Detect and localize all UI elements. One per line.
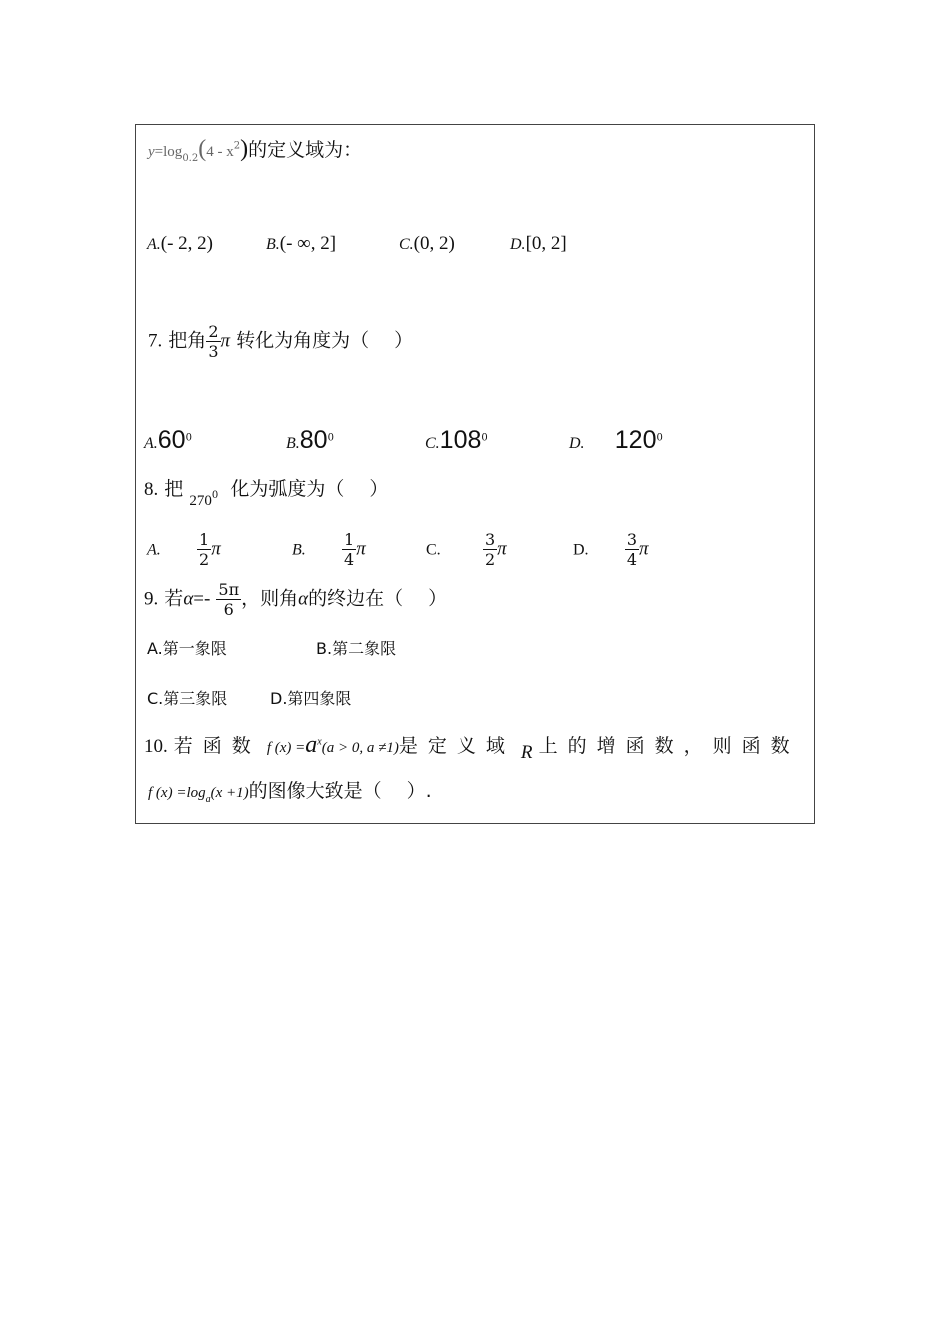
q7-option-c: C.108$^0$ xyxy=(425,426,488,454)
q9-option-a: A.第一象限 xyxy=(147,639,227,658)
q6-option-c: C.(0, 2) xyxy=(399,233,455,254)
q7-option-b: $B.80^0$ xyxy=(286,426,334,454)
q8-option-a: A. $\frac{1}{2}$ π xyxy=(147,530,221,570)
q6-formula-y: y xyxy=(148,144,155,160)
q8-option-c: C. $\frac{3}{2}$ π xyxy=(426,530,507,570)
q8-stem: 8. 把 $_{270}^0$ 化为弧度为（ ） xyxy=(144,478,389,509)
q9-option-c: C.第三象限 xyxy=(147,689,228,708)
q10-line2: f $(x) =\log_a(x +1)$的图像大致是（ ）. xyxy=(148,780,432,805)
q7-stem: 7. 把角 $\frac{2}{3}$ π 转化为角度为（ ） xyxy=(148,322,414,362)
q10-line1: 10. 若函数 f $(x) =a^x(a > 0$, a ≠1)是定义域 R 上的增函数，则函数 xyxy=(144,732,800,763)
q8-option-b: B. $\frac{1}{4}$ π xyxy=(292,530,366,570)
q9-option-d: D.第四象限 xyxy=(270,689,352,708)
q6-formula-base: 0.2 xyxy=(182,152,199,164)
q6-option-b: B.(- ∞, 2] xyxy=(266,233,337,254)
q9-fraction: $\frac{5\pi}{6}$ xyxy=(218,580,240,620)
q6-formula-exp: 2 xyxy=(233,140,241,152)
q6-option-d: D.[0, 2] xyxy=(510,233,567,254)
q6-stem: $y=\log_{0.2}(4 - x^2)$的定义域为： xyxy=(148,136,363,164)
q7-option-d: D. $120^0$ xyxy=(569,426,663,454)
q7-fraction: $\frac{2}{3}$ xyxy=(208,322,219,362)
q9-option-b: B.第二象限 xyxy=(316,639,397,658)
q6-formula-arg: 4 - x xyxy=(206,144,234,160)
q6-formula-eq: =log xyxy=(154,144,183,160)
q9-stem: 9. 若α=- $\frac{5\pi}{6}$ ，则角α的终边在（ ） xyxy=(144,580,448,620)
question-box xyxy=(135,124,815,824)
q6-option-a: A.(- 2, 2) xyxy=(147,233,214,254)
q8-option-d: D. $\frac{3}{4}$ π xyxy=(573,530,649,570)
q6-stem-text: 的定义域为： xyxy=(248,139,363,161)
q7-option-a: $A.60^0$ xyxy=(144,426,192,454)
